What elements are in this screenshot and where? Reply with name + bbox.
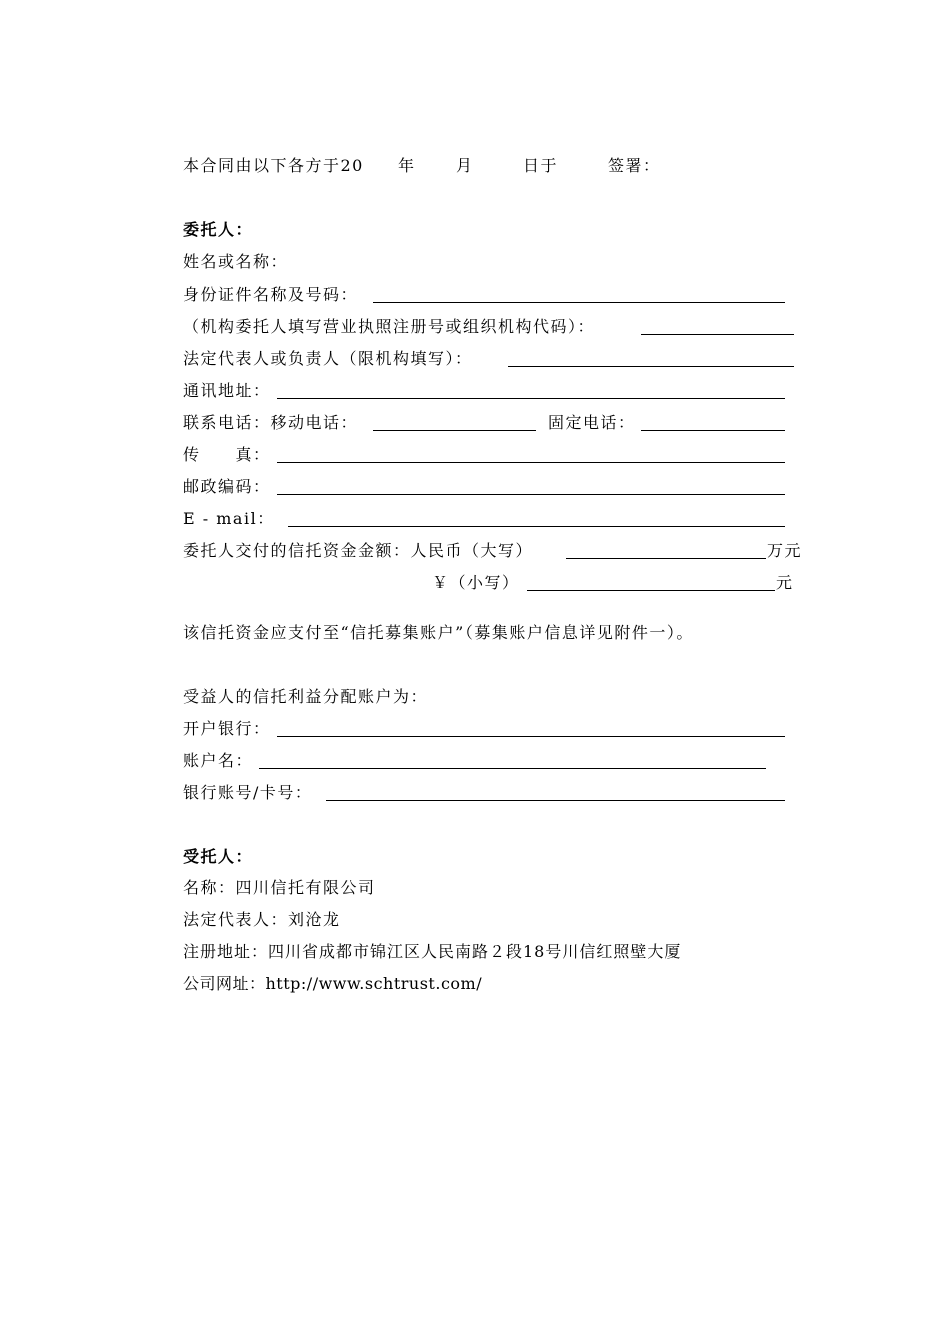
amount-small-field[interactable] xyxy=(527,590,775,591)
fax-field[interactable] xyxy=(277,462,785,463)
mobile-label: 联系电话：移动电话： xyxy=(183,413,359,432)
id-label: 身份证件名称及号码： xyxy=(183,285,359,304)
amount-small-label: ￥（小写） xyxy=(432,573,520,592)
payment-note: 该信托资金应支付至“信托募集账户”（募集账户信息详见附件一）。 xyxy=(183,623,694,642)
trustee-legal-rep: 法定代表人：刘沧龙 xyxy=(183,910,341,929)
mobile-field[interactable] xyxy=(373,430,536,431)
trustor-heading: 委托人： xyxy=(183,220,254,239)
month-label: 月 xyxy=(456,156,474,175)
account-name-field[interactable] xyxy=(259,768,766,769)
bank-field[interactable] xyxy=(277,736,785,737)
year-label: 年 xyxy=(398,156,416,175)
day-at-label: 日于 xyxy=(523,156,559,175)
trustee-heading: 受托人： xyxy=(183,847,254,866)
account-no-field[interactable] xyxy=(326,800,785,801)
org-code-label: （机构委托人填写营业执照注册号或组织机构代码）： xyxy=(183,317,596,336)
amount-unit: 万元 xyxy=(767,541,803,560)
email-label: E - mail： xyxy=(183,509,275,528)
legal-rep-label: 法定代表人或负责人（限机构填写）： xyxy=(183,349,473,368)
trustee-website: 公司网址：http://www.schtrust.com/ xyxy=(183,974,483,993)
address-field[interactable] xyxy=(277,398,785,399)
postcode-field[interactable] xyxy=(277,494,785,495)
trustor-name-label: 姓名或名称： xyxy=(183,252,289,271)
account-name-label: 账户名： xyxy=(183,751,254,770)
legal-rep-field[interactable] xyxy=(508,366,794,367)
postcode-label: 邮政编码： xyxy=(183,477,271,496)
bank-label: 开户银行： xyxy=(183,719,271,738)
trustee-address: 注册地址：四川省成都市锦江区人民南路２段18号川信红照壁大厦 xyxy=(183,942,682,961)
account-no-label: 银行账号/卡号： xyxy=(183,783,313,802)
id-field[interactable] xyxy=(373,302,785,303)
address-label: 通讯地址： xyxy=(183,381,271,400)
landline-field[interactable] xyxy=(641,430,785,431)
org-code-field[interactable] xyxy=(641,334,794,335)
amount-label: 委托人交付的信托资金金额：人民币（大写） xyxy=(183,541,534,560)
amount-small-unit: 元 xyxy=(776,573,794,592)
trustee-name: 名称：四川信托有限公司 xyxy=(183,878,376,897)
beneficiary-account-heading: 受益人的信托利益分配账户为： xyxy=(183,687,429,706)
amount-capital-field[interactable] xyxy=(566,558,766,559)
email-field[interactable] xyxy=(288,526,785,527)
signed-label: 签署： xyxy=(608,156,661,175)
sign-intro-text: 本合同由以下各方于20 xyxy=(183,156,364,175)
fax-label: 传 真： xyxy=(183,445,271,464)
landline-label: 固定电话： xyxy=(548,413,636,432)
